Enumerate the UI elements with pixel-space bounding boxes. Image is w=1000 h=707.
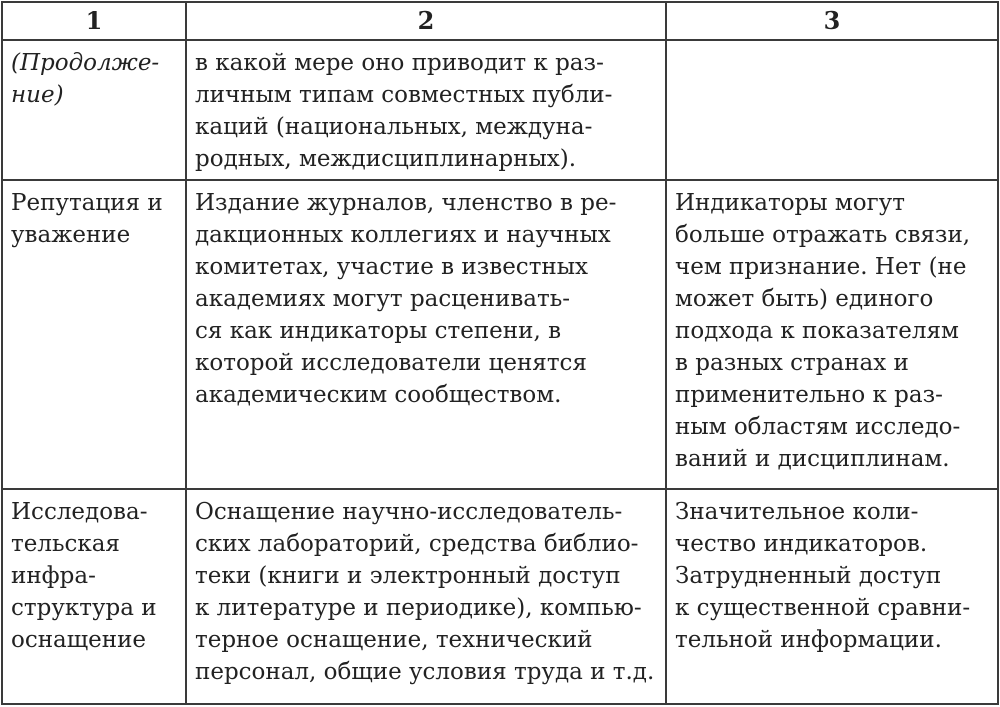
table-row — [2, 489, 998, 704]
cell-line: теки (книги и электронный доступ — [195, 563, 621, 590]
cell-line: Оснащение научно-исследователь- — [195, 499, 623, 526]
cell-line: может быть) единого — [675, 286, 934, 313]
cell-line: (Продолже- — [11, 50, 160, 76]
cell-line: каций (национальных, междуна- — [195, 114, 593, 140]
cell-line: применительно к раз- — [675, 382, 943, 409]
cell-line: Значительное коли- — [675, 499, 919, 526]
cell-line: Репутация и — [11, 190, 163, 217]
cell-line: которой исследователи ценятся — [195, 350, 587, 377]
table-row — [2, 180, 998, 489]
cell-line: персонал, общие условия труда и т.д. — [195, 659, 655, 686]
cell-line: структура и — [11, 595, 157, 622]
column-header-2: 2 — [186, 2, 666, 40]
cell-line: ся как индикаторы степени, в — [195, 318, 562, 345]
cell-line: уважение — [11, 222, 131, 249]
cell-line: ских лабораторий, средства библио- — [195, 531, 639, 558]
table-cell — [2, 180, 186, 489]
cell-line: ным областям исследо- — [675, 414, 961, 441]
table-cell-empty — [666, 40, 998, 180]
cell-line: комитетах, участие в известных — [195, 254, 589, 281]
cell-line: чество индикаторов. — [675, 531, 928, 558]
table-cell — [2, 489, 186, 704]
column-header-1: 1 — [2, 2, 186, 40]
cell-line: ваний и дисциплинам. — [675, 446, 950, 473]
cell-line: инфра- — [11, 563, 96, 590]
cell-line: Затрудненный доступ — [675, 563, 942, 590]
cell-line: чем признание. Нет (не — [675, 254, 967, 281]
cell-line: к существенной сравни- — [675, 595, 971, 622]
cell-line: больше отражать связи, — [675, 222, 971, 249]
cell-line: к литературе и периодике), компью- — [195, 595, 642, 622]
header-row — [2, 2, 998, 40]
table-cell — [666, 180, 998, 489]
table-cell — [186, 180, 666, 489]
table-cell — [186, 489, 666, 704]
cell-line: родных, междисциплинарных). — [195, 146, 577, 172]
cell-line: ние) — [11, 82, 64, 108]
indicators-table — [1, 1, 999, 705]
cell-line: тельская — [11, 531, 120, 558]
cell-line: личным типам совместных публи- — [195, 82, 613, 108]
cell-line: в какой мере оно приводит к раз- — [195, 50, 604, 76]
table-row — [2, 40, 998, 180]
table-cell — [666, 489, 998, 704]
cell-line: Исследова- — [11, 499, 148, 526]
cell-line: тельной информации. — [675, 627, 942, 654]
cell-line: подхода к показателям — [675, 318, 959, 345]
cell-line: Издание журналов, членство в ре- — [195, 190, 617, 217]
cell-line: дакционных коллегиях и научных — [195, 222, 611, 249]
cell-line: терное оснащение, технический — [195, 627, 593, 654]
column-header-3: 3 — [666, 2, 998, 40]
cell-line: академическим сообществом. — [195, 382, 562, 409]
cell-line: академиях могут расценивать- — [195, 286, 570, 313]
cell-line: Индикаторы могут — [675, 190, 905, 217]
cell-line: оснащение — [11, 627, 147, 654]
cell-line: в разных странах и — [675, 350, 909, 377]
table-cell — [186, 40, 666, 180]
table-cell — [2, 40, 186, 180]
